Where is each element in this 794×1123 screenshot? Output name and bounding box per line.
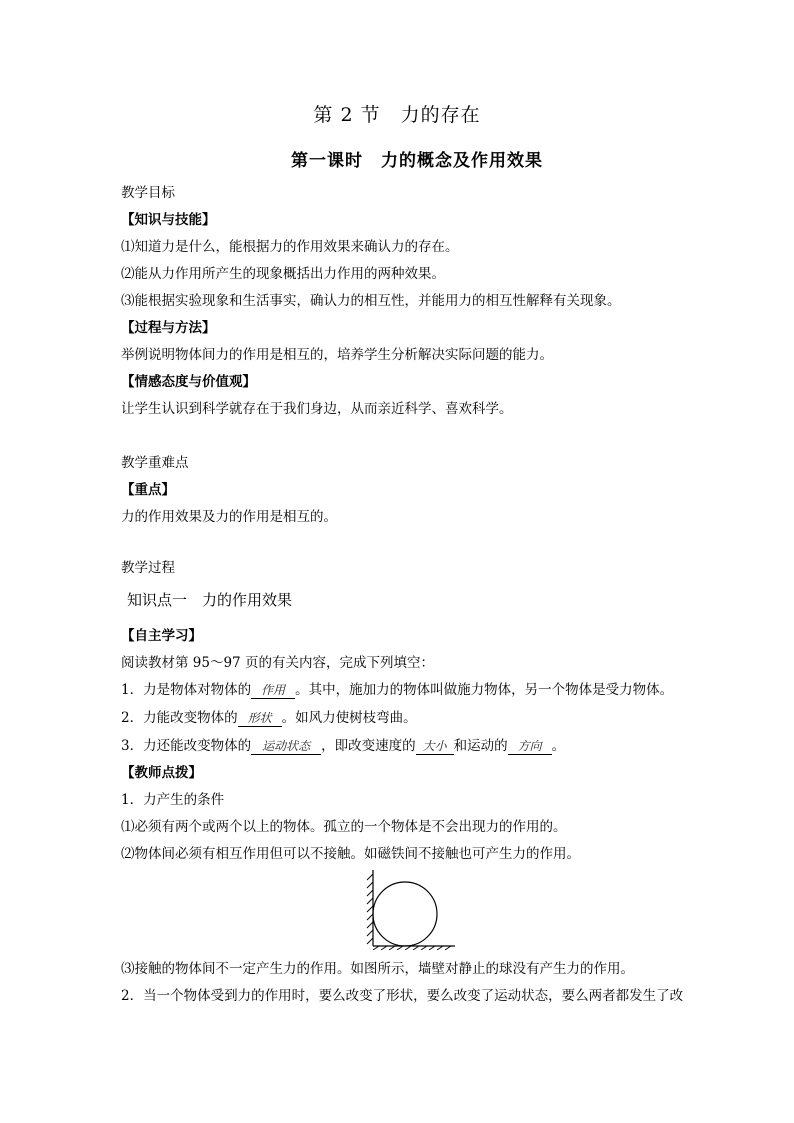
knowledge-item-2: ⑵能从力作用所产生的现象概括出力作用的两种效果。 <box>121 266 445 282</box>
process-method-heading: 【过程与方法】 <box>121 320 216 336</box>
knowledge-item-1: ⑴知道力是什么，能根据力的作用效果来确认力的存在。 <box>121 239 459 255</box>
question-3-suffix: 。 <box>551 738 566 754</box>
question-2-prefix: 2．力能改变物体的 <box>121 710 238 726</box>
answer-blank-1: 作用 <box>251 682 295 699</box>
teaching-process-heading: 教学过程 <box>121 560 175 576</box>
teacher-tips-heading: 【教师点拨】 <box>121 765 202 781</box>
key-points-heading: 教学重难点 <box>121 455 189 471</box>
self-study-intro: 阅读教材第 95～97 页的有关内容，完成下列填空： <box>121 655 434 671</box>
question-3-mid-2: 和运动的 <box>453 738 508 754</box>
ball-against-wall-figure <box>365 870 457 950</box>
answer-blank-3: 运动状态 <box>251 738 321 755</box>
tip-2: 2．当一个物体受到力的作用时，要么改变了形状，要么改变了运动状态，要么两者都发生了改 <box>121 988 684 1004</box>
knowledge-point-heading: 知识点一 力的作用效果 <box>127 591 293 609</box>
goals-heading: 教学目标 <box>121 185 175 201</box>
tip-1-title: 1．力产生的条件 <box>121 792 225 808</box>
tip-1a: ⑴必须有两个或两个以上的物体。孤立的一个物体是不会出现力的作用的。 <box>121 819 567 835</box>
emphasis-heading: 【重点】 <box>121 482 175 498</box>
emotion-text: 让学生认识到科学就存在于我们身边，从而亲近科学、喜欢科学。 <box>121 401 513 417</box>
question-3 <box>121 737 565 755</box>
process-method-text: 举例说明物体间力的作用是相互的，培养学生分析解决实际问题的能力。 <box>121 347 553 363</box>
question-2-suffix: 。如风力使树枝弯曲。 <box>281 710 417 726</box>
tip-1b: ⑵物体间必须有相互作用但可以不接触。如磁铁间不接触也可产生力的作用。 <box>121 846 580 862</box>
question-1 <box>121 681 673 699</box>
knowledge-item-3: ⑶能根据实验现象和生活事实，确认力的相互性，并能用力的相互性解释有关现象。 <box>121 293 621 309</box>
answer-blank-4: 大小 <box>416 738 454 755</box>
page-title: 第 2 节 力的存在 <box>313 104 481 126</box>
emphasis-text: 力的作用效果及力的作用是相互的。 <box>121 509 337 525</box>
tip-1c: ⑶接触的物体间不一定产生力的作用。如图所示，墙壁对静止的球没有产生力的作用。 <box>121 961 634 977</box>
answer-blank-5: 方向 <box>508 738 552 755</box>
answer-blank-2: 形状 <box>238 710 282 727</box>
question-1-prefix: 1．力是物体对物体的 <box>121 682 252 698</box>
question-1-suffix: 。其中，施加力的物体叫做施力物体，另一个物体是受力物体。 <box>295 682 674 698</box>
question-2 <box>121 709 417 727</box>
self-study-heading: 【自主学习】 <box>121 628 202 644</box>
question-3-mid-1: ，即改变速度的 <box>321 738 416 754</box>
emotion-heading: 【情感态度与价值观】 <box>121 374 256 390</box>
question-3-prefix: 3．力还能改变物体的 <box>121 738 252 754</box>
lesson-subtitle: 第一课时 力的概念及作用效果 <box>291 151 543 171</box>
knowledge-heading: 【知识与技能】 <box>121 212 216 228</box>
